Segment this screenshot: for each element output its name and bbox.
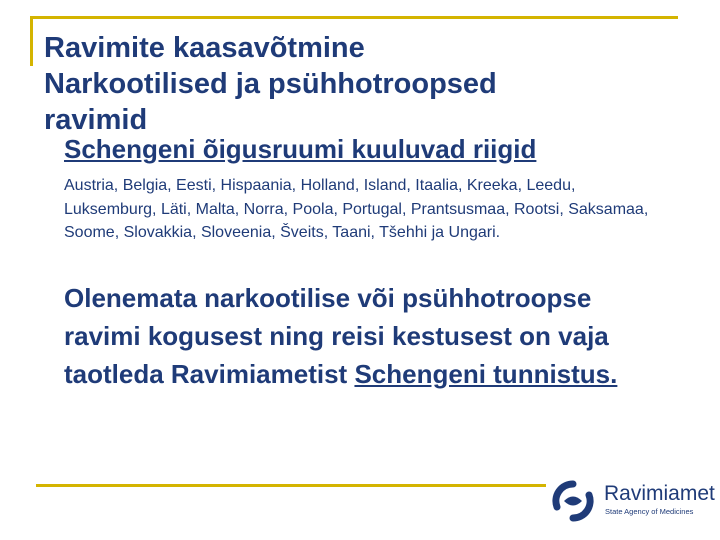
ravimiamet-logo-icon: [550, 480, 596, 522]
logo-subtitle: State Agency of Medicines: [605, 507, 694, 516]
top-accent-line: [30, 16, 678, 19]
country-list: Austria, Belgia, Eesti, Hispaania, Holland, Island, Itaalia, Kreeka, Leedu, Luksemburg, Läti, Malta, Norra, Poola, Portugal, Prantsusmaa, Rootsi, Saksamaa, Soome, Slovakkia, Sloveenia, Šveits, Taani, Tšehhi ja Ungari.: [64, 177, 649, 241]
schengen-subheading: Schengeni õigusruumi kuuluvad riigid: [64, 134, 537, 164]
bottom-accent-line: [36, 484, 546, 487]
ravimiamet-logo: [550, 478, 715, 524]
main-statement-text: Olenemata narkootilise või psühhotroopse ravimi kogusest ning reisi kestusest on vaja taotleda Ravimiametist: [64, 283, 609, 389]
logo-name: Ravimiamet: [604, 482, 715, 505]
left-accent-line: [30, 16, 33, 66]
main-statement: [64, 279, 644, 393]
title-line-3: ravimid: [44, 104, 148, 136]
schengen-certificate-link[interactable]: Schengeni tunnistus.: [354, 359, 618, 389]
slide-title: [44, 30, 684, 138]
title-line-1: Ravimite kaasavõtmine: [44, 32, 365, 64]
title-line-2: Narkootilised ja psühhotroopsed: [44, 68, 497, 100]
